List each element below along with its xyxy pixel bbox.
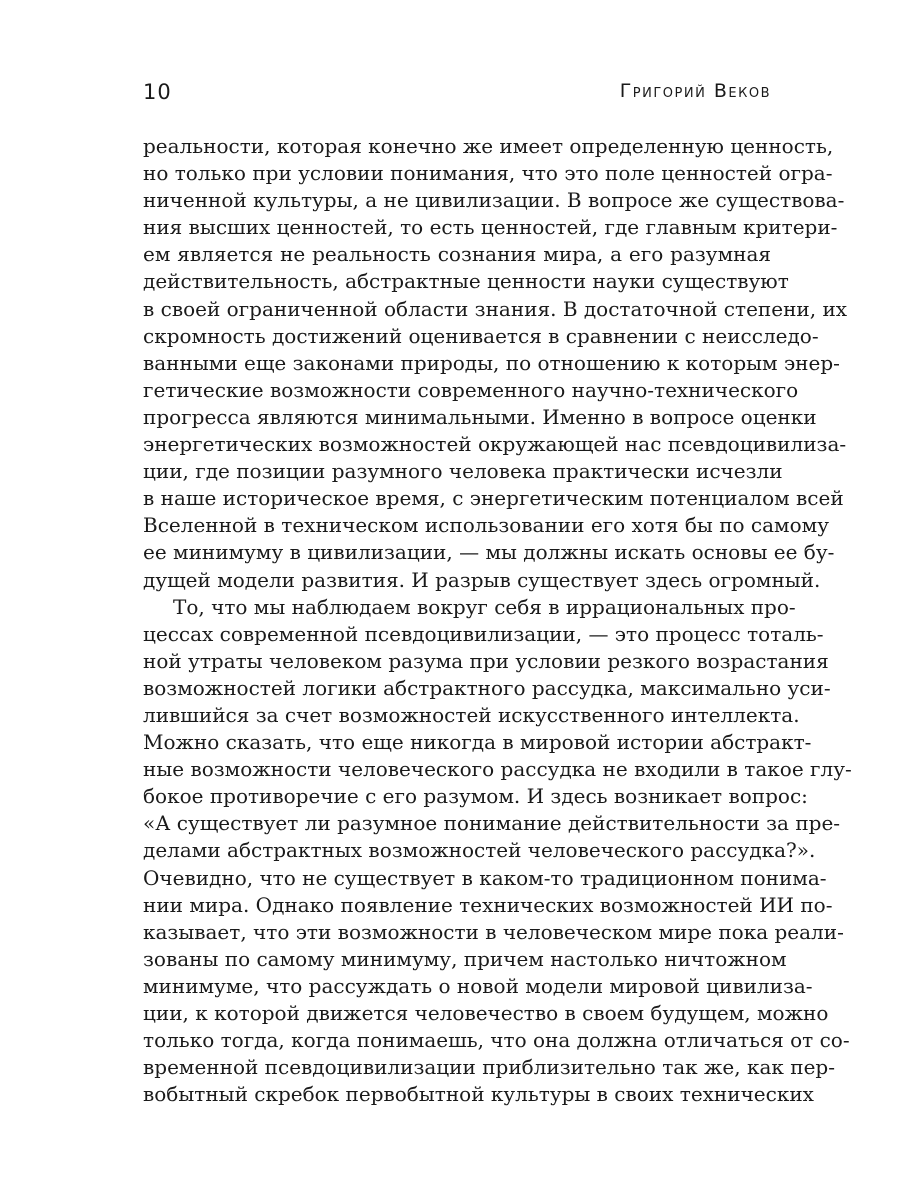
paragraph <box>143 594 852 1109</box>
body-text <box>143 133 852 1108</box>
text-line: ции, к которой движется человечество в своем будущем, можно <box>143 1001 829 1025</box>
text-line: временной псевдоцивилизации приблизительно так же, как пер- <box>143 1055 835 1080</box>
text-line: только тогда, когда понимаешь, что она должна отличаться от со- <box>143 1028 850 1053</box>
text-line: ции, где позиции разумного человека практически исчезли <box>143 459 783 484</box>
text-line: Очевидно, что не существует в каком-то традиционном понима- <box>143 865 827 890</box>
text-line: Вселенной в техническом использовании его хотя бы по самому <box>143 513 829 538</box>
text-line: нии мира. Однако появление технических возможностей ИИ по- <box>143 892 833 917</box>
text-line: в своей ограниченной области знания. В достаточной степени, их <box>143 296 848 321</box>
text-line: казывает, что эти возможности в человеческом мире пока реали- <box>143 919 844 944</box>
text-line: минимуме, что рассуждать о новой модели мировой цивилиза- <box>143 973 813 998</box>
text-line: ния высших ценностей, то есть ценностей, где главным критери- <box>143 215 838 240</box>
text-line: в наше историческое время, с энергетическим потенциалом всей <box>143 486 844 511</box>
text-line: ниченной культуры, а не цивилизации. В вопросе же существова- <box>143 188 845 213</box>
text-line: ной утраты человеком разума при условии резкого возрастания <box>143 648 829 673</box>
page-number: 10 <box>143 80 172 104</box>
text-line: прогресса являются минимальными. Именно в вопросе оценки <box>143 404 817 429</box>
running-title: Григорий Веков <box>619 80 771 102</box>
text-line: ем является не реальность сознания мира, а его разумная <box>143 242 771 267</box>
text-line: То, что мы наблюдаем вокруг себя в иррациональных про- <box>173 594 796 619</box>
text-line: действительность, абстрактные ценности науки существуют <box>143 269 789 294</box>
text-line: зованы по самому минимуму, причем настолько ничтожном <box>143 946 787 971</box>
paragraph <box>143 133 848 594</box>
text-line: «А существует ли разумное понимание действительности за пре- <box>143 811 841 836</box>
text-line: энергетических возможностей окружающей нас псевдоцивилиза- <box>143 432 847 457</box>
text-line: Можно сказать, что еще никогда в мировой истории абстракт- <box>143 730 812 755</box>
text-line: дущей модели развития. И разрыв существует здесь огромный. <box>143 567 821 592</box>
text-line: реальности, которая конечно же имеет определенную ценность, <box>143 134 834 158</box>
text-line: но только при условии понимания, что это поле ценностей огра- <box>143 161 833 186</box>
text-line: вобытный скребок первобытной культуры в своих технических <box>143 1082 814 1107</box>
text-line: ные возможности человеческого рассудка не входили в такое глу- <box>143 757 852 782</box>
text-line: делами абстрактных возможностей человеческого рассудка?». <box>143 838 816 863</box>
text-line: гетические возможности современного научно-технического <box>143 377 799 402</box>
text-line: скромность достижений оценивается в сравнении с неисследо- <box>143 323 819 348</box>
text-line: бокое противоречие с его разумом. И здесь возникает вопрос: <box>143 784 808 809</box>
text-line: лившийся за счет возможностей искусственного интеллекта. <box>143 702 800 727</box>
running-head <box>143 80 771 110</box>
text-line: цессах современной псевдоцивилизации, — это процесс тоталь- <box>143 621 824 646</box>
text-line: возможностей логики абстрактного рассудка, максимально уси- <box>143 675 831 700</box>
text-line: ванными еще законами природы, по отношению к которым энер- <box>143 350 840 375</box>
text-line: ее минимуму в цивилизации, — мы должны искать основы ее бу- <box>143 540 835 565</box>
